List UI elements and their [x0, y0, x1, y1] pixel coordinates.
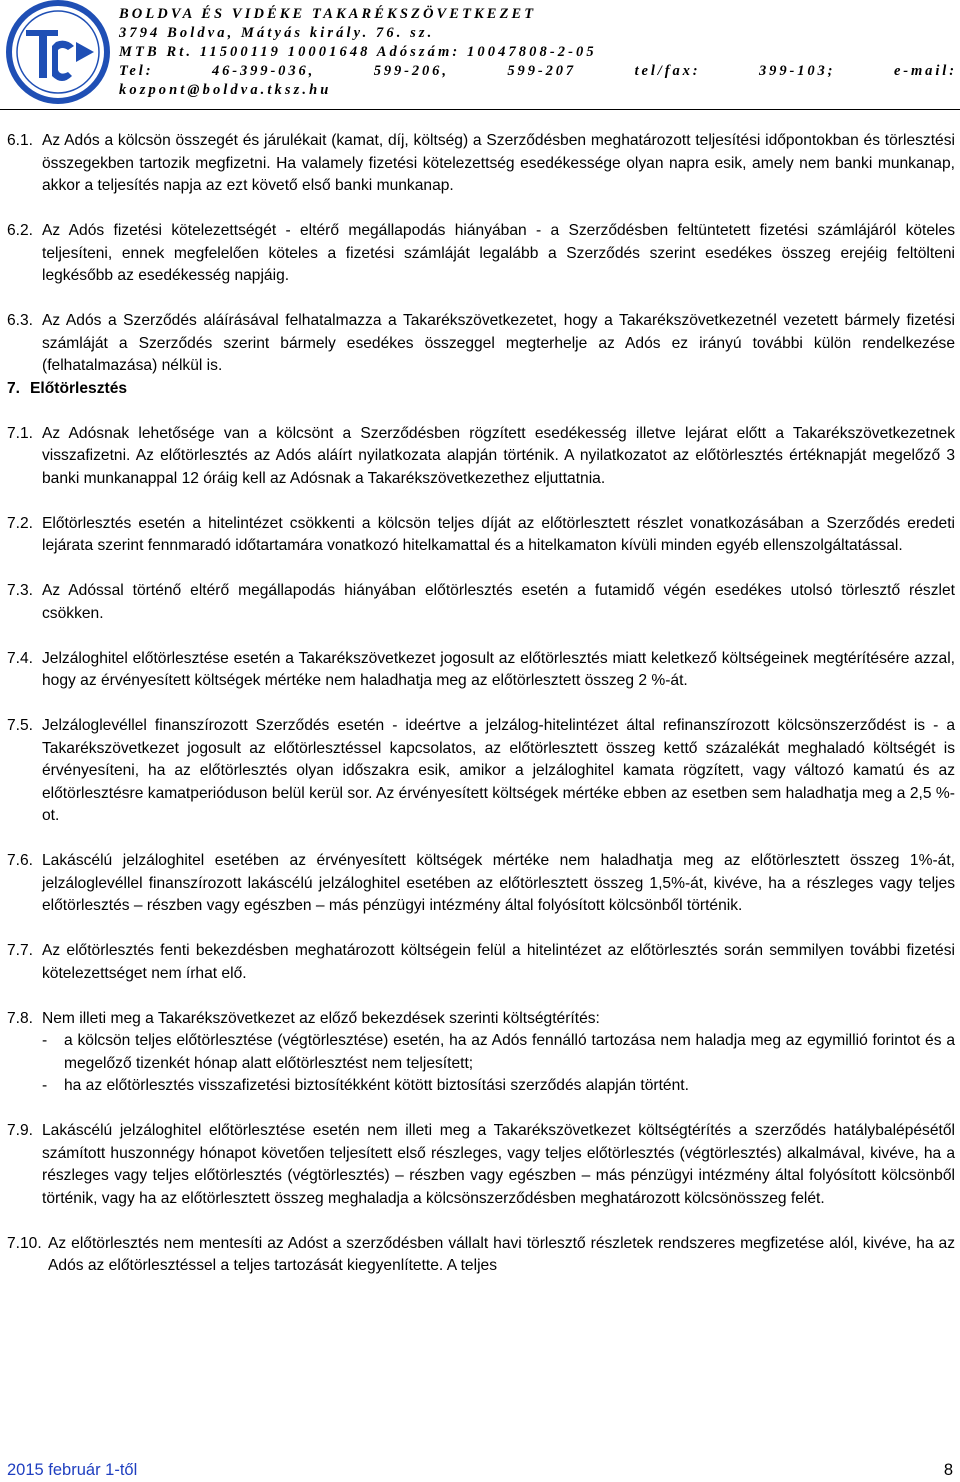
clause-number: 7.6. — [7, 852, 34, 869]
clause-7-5 — [7, 715, 955, 828]
dash-bullet: - — [42, 1077, 48, 1094]
clause-number: 7.8. — [7, 1009, 34, 1027]
tel-number-3: 599-207 — [507, 63, 577, 79]
clause-text: Jelzáloglevéllel finanszírozott Szerződés esetén - ideértve a jelzálog-hitelintézet által refinanszírozott kölcsönszerződést is - a Takarékszövetkezet jogosult az előtörlesztéssel kapcsolatos, az előtörlesztett összeg kettő százalékát meghaladó költségét is érvényesíteni, ha az előtörlesztés olyan időszakra esik, amikor a jelzáloghitel kamata rögzített, vagy változó kamatú és az előtörlesztésre kamatperióduson belül kerül sor. Az érvényesített költségek mértéke ebben az esetben sem haladhatja meg a 2,5 %-ot. — [42, 717, 955, 824]
list-item — [42, 1030, 955, 1075]
letterhead-text — [119, 5, 957, 100]
fax-number: 399-103; — [759, 63, 836, 79]
page-number: 8 — [943, 1461, 953, 1479]
section-number: 7. — [7, 379, 21, 397]
list-item — [42, 1075, 955, 1098]
clause-body — [42, 1008, 955, 1098]
clause-7-10 — [7, 1233, 955, 1278]
tel-label: Tel: — [119, 63, 154, 79]
clause-text: Az Adós fizetési kötelezettségét - eltérő megállapodás hiányában - a Szerződésben feltüntetett fizetési számlájáról köteles teljesíteni, ennek megfelelően köteles a fizetési számláját legalább a Szerződés szerint esedékes összeg erejéig feltölteni legkésőbb az esedékesség napjáig. — [42, 222, 955, 284]
clause-6-1 — [7, 130, 955, 198]
clause-7-6 — [7, 850, 955, 918]
section-title: Előtörlesztés — [30, 379, 128, 397]
clause-text: Az előtörlesztés fenti bekezdésben meghatározott költségein felül a hitelintézet az előtörlesztés során semmilyen további fizetési kötelezettséget nem írhat elő. — [42, 942, 955, 982]
dash-bullet: - — [42, 1032, 48, 1049]
clause-text: Lakáscélú jelzáloghitel esetében az érvényesített költségek mértéke nem haladhatja meg az előtörlesztett összeg 1%-át, jelzáloglevéllel finanszírozott lakáscélú jelzáloghitel esetében az előtörlesztett összeg 1,5%-át, kivéve, ha a részleges vagy teljes előtörlesztés – részben vagy egészben – más pénzügyi intézmény által folyósított kölcsönből történik. — [42, 852, 955, 914]
takarek-logo-icon — [2, 0, 114, 104]
list-item-text: a kölcsön teljes előtörlesztése (végtörlesztése) esetén, ha az Adós fennálló tartozása nem haladja meg az egymillió forintot és a megelőző tizenkét hónap alatt előtörlesztést nem teljesített; — [64, 1032, 955, 1072]
clause-number: 7.5. — [7, 717, 34, 734]
clause-number: 7.3. — [7, 582, 34, 599]
clause-text: Az előtörlesztés nem mentesíti az Adóst a szerződésben vállalt havi törlesztő részletek rendszeres megfizetése alól, kivéve, ha az Adós az előtörlesztéssel a teljes tartozását kiegyenlítette. A teljes — [48, 1234, 955, 1274]
clause-7-1 — [7, 423, 955, 491]
header-divider — [0, 109, 960, 110]
clause-number: 7.10. — [7, 1234, 42, 1252]
clause-text: Az Adós a kölcsön összegét és járulékait (kamat, díj, költség) a Szerződésben meghatározott teljesítési időpontokban és törlesztési összegekben tartozik megfizetni. Ha valamely fizetési kötelezettség esedékessége olyan napra esik, amely nem banki munkanap, akkor a teljesítés napja az ezt követő első banki munkanap. — [42, 132, 955, 194]
clause-7-3 — [7, 580, 955, 625]
clause-7-4 — [7, 648, 955, 693]
clause-text: Az Adóssal történő eltérő megállapodás hiányában előtörlesztés esetén a futamidő végén esedékes utolsó törlesztő részlet csökken. — [42, 582, 955, 622]
clause-number: 6.2. — [7, 222, 34, 239]
document-body — [7, 130, 955, 1278]
clause-6-3 — [7, 310, 955, 378]
clause-7-7 — [7, 940, 955, 985]
section-7-heading — [7, 378, 955, 401]
email-label: e-mail: — [893, 63, 957, 79]
clause-text: Lakáscélú jelzáloghitel előtörlesztése esetén nem illeti meg a Takarékszövetkezet költségtérítés a szerződés hatálybalépésétől számított huszonnégy hónapot követően teljesített első részleges, vagy teljes előtörlesztés (végtörlesztés) alkalmával, kivéve, ha a részleges vagy teljes előtörlesztés (végtörlesztés) – részben vagy egészben – más pénzügyi intézmény által folyósított kölcsönből történik, vagy ha az előtörlesztett összeg meghaladja a kölcsönszerződésben meghatározott kölcsönösszeg felét. — [42, 1122, 955, 1207]
clause-text: Jelzáloghitel előtörlesztése esetén a Takarékszövetkezet jogosult az előtörlesztés miatt keletkező költségeinek megtérítésére azzal, hogy az érvényesített költségek mértéke nem haladhatja meg az előtörlesztett összeg 2 %-át. — [42, 649, 955, 689]
clause-text: Nem illeti meg a Takarékszövetkezet az előző bekezdések szerinti költségtérítés: — [42, 1009, 600, 1027]
clause-number: 7.1. — [7, 424, 34, 442]
clause-text: Az Adós a Szerződés aláírásával felhatalmazza a Takarékszövetkezetet, hogy a Takarékszövetkezetnél vezetett bármely fizetési számláját a Szerződés szerint bármely esedékes összeggel megterhelje az Adós ez irányú további külön rendelkezése (felhatalmazása) nélkül is. — [42, 312, 955, 374]
clause-6-2 — [7, 220, 955, 288]
clause-7-2 — [7, 513, 955, 558]
fax-label: tel/fax: — [634, 63, 701, 79]
tel-number-2: 599-206, — [373, 63, 449, 79]
clause-number: 6.3. — [7, 312, 34, 329]
company-name: BOLDVA ÉS VIDÉKE TAKARÉKSZÖVETKEZET — [119, 6, 537, 22]
company-address: 3794 Boldva, Mátyás király. 76. sz. — [119, 25, 435, 41]
clause-number: 7.7. — [7, 942, 34, 959]
tel-number-1: 46-399-036, — [211, 63, 316, 79]
email-address: kozpont@boldva.tksz.hu — [119, 82, 332, 98]
bank-and-tax-number: MTB Rt. 11500119 10001648 Adószám: 10047808-2-05 — [119, 44, 597, 60]
letterhead — [0, 0, 960, 110]
clause-text: Előtörlesztés esetén a hitelintézet csökkenti a kölcsön teljes díját az előtörlesztett részlet vonatkozásában a Szerződés eredeti lejárata szerint fennmaradó időtartamára vonatkozó hitelkamattal és a hitelkamaton kívüli minden egyéb ellenszolgáltatással. — [42, 514, 955, 554]
clause-number: 6.1. — [7, 132, 34, 149]
clause-7-9 — [7, 1120, 955, 1210]
clause-number: 7.9. — [7, 1122, 34, 1139]
clause-number: 7.2. — [7, 514, 34, 532]
page-footer — [7, 1459, 955, 1481]
contact-phones — [119, 62, 957, 81]
list-item-text: ha az előtörlesztés visszafizetési biztosítékként kötött biztosítási szerződés alapján történt. — [64, 1077, 689, 1094]
clause-number: 7.4. — [7, 649, 34, 667]
clause-7-8 — [7, 1008, 955, 1098]
footer-effective-date: 2015 február 1-től — [7, 1461, 138, 1479]
clause-text: Az Adósnak lehetősége van a kölcsönt a Szerződésben rögzített esedékesség illetve lejárat előtt a Takarékszövetkezetnek visszafizetni. Az előtörlesztés az Adós aláírt nyilatkozata alapján történik. A nyilatkozatot az előtörlesztés értéknapját megelőző 3 banki munkanappal 12 óráig kell az Adósnak a Takarékszövetkezethez eljuttatnia. — [42, 424, 955, 487]
